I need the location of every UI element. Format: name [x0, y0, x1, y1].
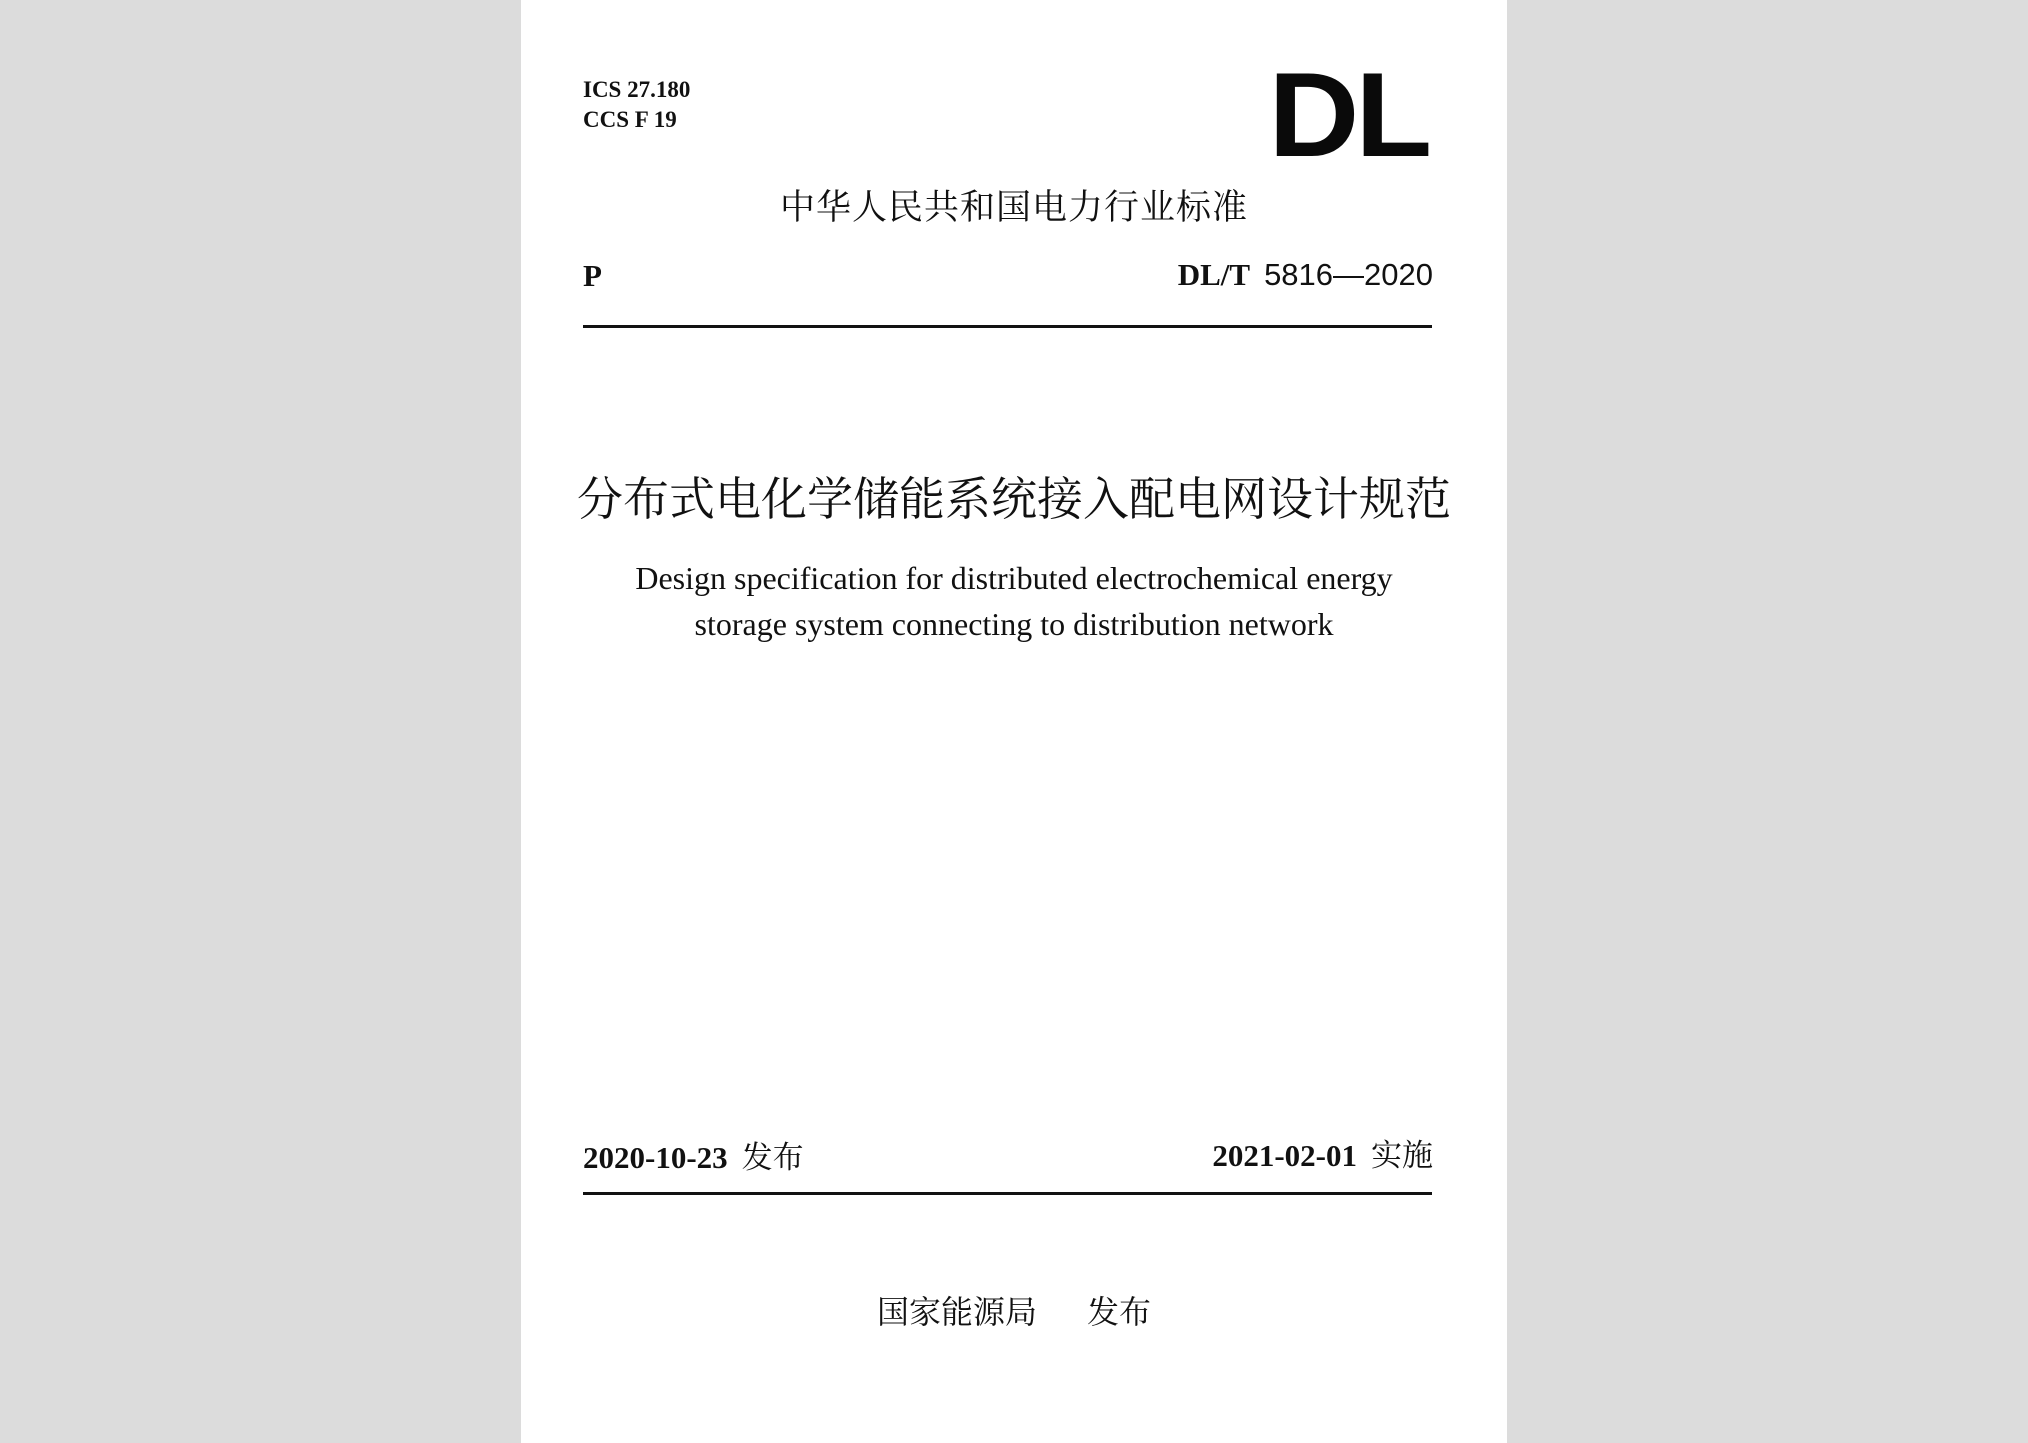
ccs-code: CCS F 19 [583, 107, 677, 132]
issue-date: 2020-10-23 [583, 1140, 728, 1175]
implementation-label: 实施 [1371, 1138, 1433, 1174]
standard-number [1178, 257, 1433, 293]
implementation-date-block [1212, 1136, 1433, 1176]
classification-letter: P [583, 258, 602, 293]
issue-label: 发布 [741, 1140, 804, 1176]
chinese-title: 分布式电化学储能系统接入配电网设计规范 [577, 472, 1451, 526]
issuer-name: 国家能源局 [876, 1293, 1037, 1331]
english-title-line-2: storage system connecting to distribution network [694, 606, 1334, 642]
standard-prefix: DL/T [1177, 257, 1251, 292]
top-divider [583, 325, 1432, 328]
issuer-block [521, 1290, 1507, 1334]
issuer-label: 发布 [1087, 1293, 1152, 1331]
document-cover [521, 0, 1507, 1443]
english-title [521, 555, 1507, 647]
implementation-date: 2021-02-01 [1212, 1138, 1357, 1173]
issue-date-block [583, 1138, 804, 1178]
standard-code: 5816—2020 [1264, 257, 1433, 292]
ics-code: ICS 27.180 [583, 77, 691, 102]
bottom-divider [583, 1192, 1432, 1195]
organization-title: 中华人民共和国电力行业标准 [779, 188, 1248, 228]
dl-logo: DL [1268, 48, 1428, 182]
english-title-line-1: Design specification for distributed electrochemical energy [635, 560, 1393, 596]
